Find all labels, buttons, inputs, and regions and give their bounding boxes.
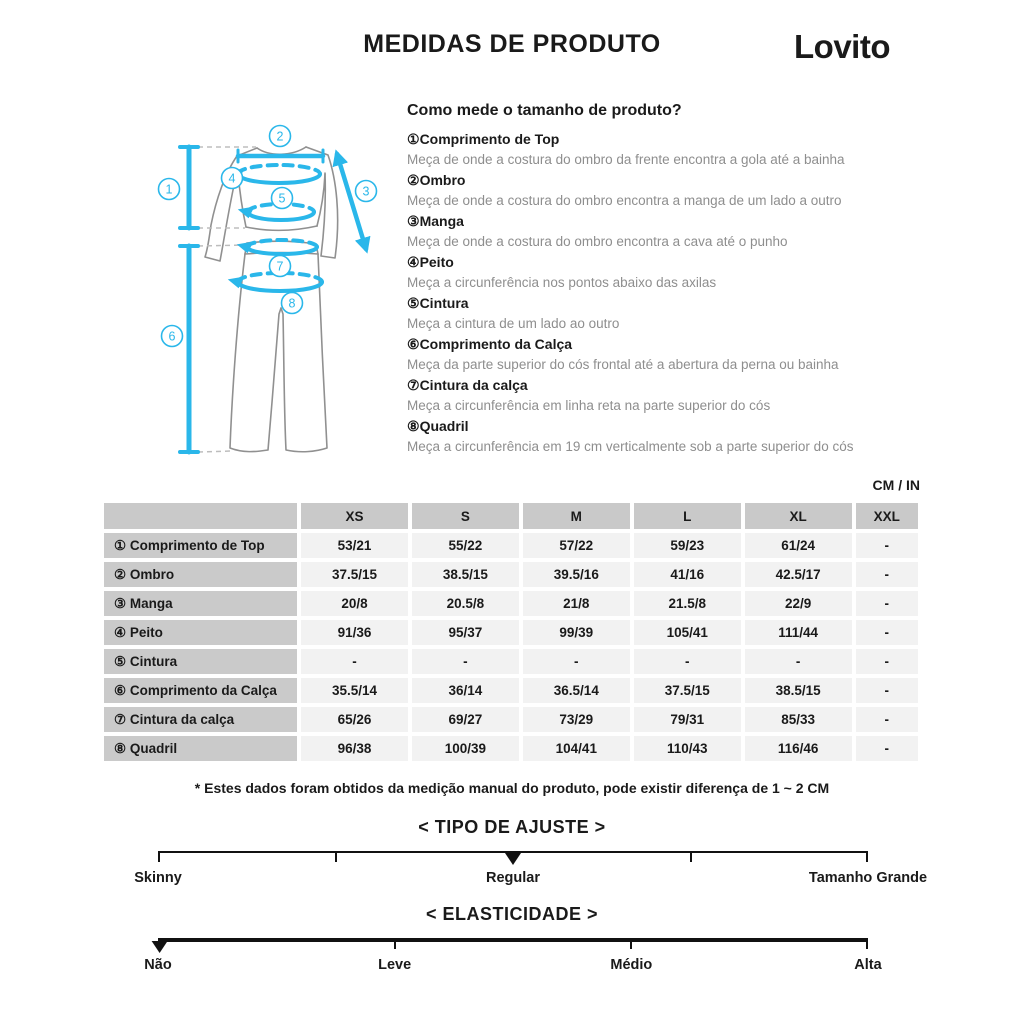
measure-shoulder [238, 150, 323, 162]
row-label: ② Ombro [104, 562, 297, 587]
elasticity-scale-marker-icon [152, 941, 168, 953]
instruction-description: Meça da parte superior do cós frontal até a abertura da perna ou bainha [407, 356, 839, 372]
cell: 21/8 [523, 591, 630, 616]
elasticity-scale-label: Não [144, 957, 172, 973]
instruction-label: Quadril [419, 418, 469, 434]
measurement-instructions [407, 102, 947, 457]
cell: 91/36 [301, 620, 408, 645]
instruction-label: Comprimento da Calça [419, 336, 573, 352]
instructions-heading: Como mede o tamanho de produto? [407, 102, 682, 119]
instruction-label: Cintura [419, 295, 469, 311]
instruction-description: Meça a circunferência em linha reta na parte superior do cós [407, 397, 771, 413]
instruction-item [407, 129, 947, 170]
cell: 21.5/8 [634, 591, 741, 616]
brand-logo: Lovito [794, 28, 890, 65]
cell: - [856, 707, 918, 732]
instruction-item [407, 170, 947, 211]
row-label: ⑤ Cintura [104, 649, 297, 674]
cell: 59/23 [634, 533, 741, 558]
cell: - [856, 533, 918, 558]
garment-measurement-diagram [120, 110, 420, 470]
svg-text:4: 4 [228, 171, 236, 186]
instruction-number: ⑥ [407, 336, 420, 352]
cell: 57/22 [523, 533, 630, 558]
instruction-number: ③ [407, 213, 420, 229]
cell: 39.5/16 [523, 562, 630, 587]
svg-text:8: 8 [288, 296, 296, 311]
garment-outline [205, 147, 338, 452]
cell: - [412, 649, 519, 674]
elasticity-scale-tick [394, 938, 396, 949]
corner-cell [104, 503, 297, 529]
table-row [104, 707, 918, 732]
cell: - [856, 736, 918, 761]
fit-scale-label: Tamanho Grande [808, 870, 928, 886]
cell: 73/29 [523, 707, 630, 732]
table-row [104, 736, 918, 761]
elasticity-scale-label: Alta [854, 957, 882, 973]
column-header: XXL [856, 503, 918, 529]
cell: 35.5/14 [301, 678, 408, 703]
instruction-item [407, 293, 947, 334]
table-row [104, 562, 918, 587]
cell: 104/41 [523, 736, 630, 761]
size-table [100, 499, 922, 765]
table-row [104, 620, 918, 645]
fit-scale-tick [866, 851, 868, 862]
elasticity-scale-title: < ELASTICIDADE > [425, 904, 599, 924]
measure-sleeve [337, 154, 366, 249]
cell: 85/33 [745, 707, 852, 732]
cell: 111/44 [745, 620, 852, 645]
instruction-description: Meça a circunferência em 19 cm verticalmente sob a parte superior do cós [407, 438, 854, 454]
instruction-number: ② [407, 172, 420, 188]
cell: - [856, 620, 918, 645]
cell: 79/31 [634, 707, 741, 732]
instruction-number: ⑦ [407, 377, 420, 393]
cell: 37.5/15 [634, 678, 741, 703]
table-row [104, 678, 918, 703]
fit-scale [134, 851, 928, 893]
cell: - [856, 649, 918, 674]
cell: 61/24 [745, 533, 852, 558]
elasticity-scale-line [158, 938, 868, 942]
unit-label: CM / IN [872, 477, 920, 493]
cell: 38.5/15 [745, 678, 852, 703]
row-label: ⑧ Quadril [104, 736, 297, 761]
fit-scale-title: < TIPO DE AJUSTE > [418, 817, 606, 837]
cell: - [745, 649, 852, 674]
elasticity-scale-tick [630, 938, 632, 949]
column-header: S [412, 503, 519, 529]
row-label: ① Comprimento de Top [104, 533, 297, 558]
cell: 65/26 [301, 707, 408, 732]
measure-pants-length [180, 246, 198, 452]
marker-7 [270, 256, 291, 277]
cell: 95/37 [412, 620, 519, 645]
cell: - [856, 562, 918, 587]
cell: 42.5/17 [745, 562, 852, 587]
svg-text:2: 2 [276, 129, 284, 144]
marker-6 [162, 326, 183, 347]
measure-top-length [180, 147, 198, 228]
column-header: M [523, 503, 630, 529]
marker-2 [270, 126, 291, 147]
instruction-item [407, 416, 947, 457]
cell: 36/14 [412, 678, 519, 703]
instruction-label: Manga [419, 213, 464, 229]
marker-1 [159, 179, 180, 200]
fit-scale-tick [335, 851, 337, 862]
fit-scale-label: Regular [486, 870, 540, 886]
cell: 20/8 [301, 591, 408, 616]
fit-scale-label: Skinny [134, 870, 182, 886]
svg-text:1: 1 [165, 182, 173, 197]
table-row [104, 533, 918, 558]
table-header-row [104, 503, 918, 529]
cell: - [301, 649, 408, 674]
instruction-description: Meça a circunferência nos pontos abaixo das axilas [407, 274, 717, 290]
measurement-disclaimer: * Estes dados foram obtidos da medição manual do produto, pode existir diferença de 1 ~ 2 CM [194, 780, 830, 796]
cell: 41/16 [634, 562, 741, 587]
fit-scale-marker-icon [505, 853, 521, 865]
measure-chest [238, 165, 320, 183]
cell: - [634, 649, 741, 674]
column-header: XL [745, 503, 852, 529]
instruction-description: Meça de onde a costura do ombro encontra a cava até o punho [407, 233, 788, 249]
elasticity-scale-tick [866, 938, 868, 949]
elasticity-scale-label: Leve [378, 957, 412, 973]
page-title: MEDIDAS DE PRODUTO [363, 30, 661, 58]
marker-5 [272, 188, 293, 209]
instruction-label: Ombro [419, 172, 466, 188]
instruction-number: ⑤ [407, 295, 420, 311]
column-header: L [634, 503, 741, 529]
cell: - [856, 678, 918, 703]
elasticity-scale-label: Médio [610, 957, 653, 973]
marker-4 [222, 168, 243, 189]
cell: - [856, 591, 918, 616]
cell: 96/38 [301, 736, 408, 761]
svg-text:7: 7 [276, 259, 284, 274]
instruction-description: Meça de onde a costura do ombro da frente encontra a gola até a bainha [407, 151, 845, 167]
instruction-item [407, 252, 947, 293]
cell: 53/21 [301, 533, 408, 558]
cell: 116/46 [745, 736, 852, 761]
instruction-label: Peito [419, 254, 454, 270]
row-label: ⑦ Cintura da calça [104, 707, 297, 732]
instruction-item [407, 334, 947, 375]
cell: 20.5/8 [412, 591, 519, 616]
svg-text:6: 6 [168, 329, 176, 344]
instruction-number: ⑧ [407, 418, 420, 434]
row-label: ⑥ Comprimento da Calça [104, 678, 297, 703]
cell: 100/39 [412, 736, 519, 761]
instruction-description: Meça a cintura de um lado ao outro [407, 315, 620, 331]
marker-3 [356, 181, 377, 202]
instruction-item [407, 375, 947, 416]
instruction-item [407, 211, 947, 252]
cell: 22/9 [745, 591, 852, 616]
instruction-label: Comprimento de Top [419, 131, 560, 147]
table-row [104, 649, 918, 674]
cell: 36.5/14 [523, 678, 630, 703]
instruction-number: ④ [407, 254, 420, 270]
connector-dashes [198, 147, 256, 452]
row-label: ③ Manga [104, 591, 297, 616]
marker-8 [282, 293, 303, 314]
instruction-number: ① [407, 131, 420, 147]
table-row [104, 591, 918, 616]
cell: 38.5/15 [412, 562, 519, 587]
fit-scale-tick [158, 851, 160, 862]
cell: 105/41 [634, 620, 741, 645]
cell: 69/27 [412, 707, 519, 732]
row-label: ④ Peito [104, 620, 297, 645]
instruction-label: Cintura da calça [419, 377, 528, 393]
fit-scale-tick [690, 851, 692, 862]
instruction-description: Meça de onde a costura do ombro encontra a manga de um lado a outro [407, 192, 842, 208]
elasticity-scale [144, 938, 882, 980]
cell: 110/43 [634, 736, 741, 761]
cell: - [523, 649, 630, 674]
column-header: XS [301, 503, 408, 529]
cell: 99/39 [523, 620, 630, 645]
cell: 55/22 [412, 533, 519, 558]
svg-text:3: 3 [362, 184, 370, 199]
svg-text:5: 5 [278, 191, 286, 206]
cell: 37.5/15 [301, 562, 408, 587]
